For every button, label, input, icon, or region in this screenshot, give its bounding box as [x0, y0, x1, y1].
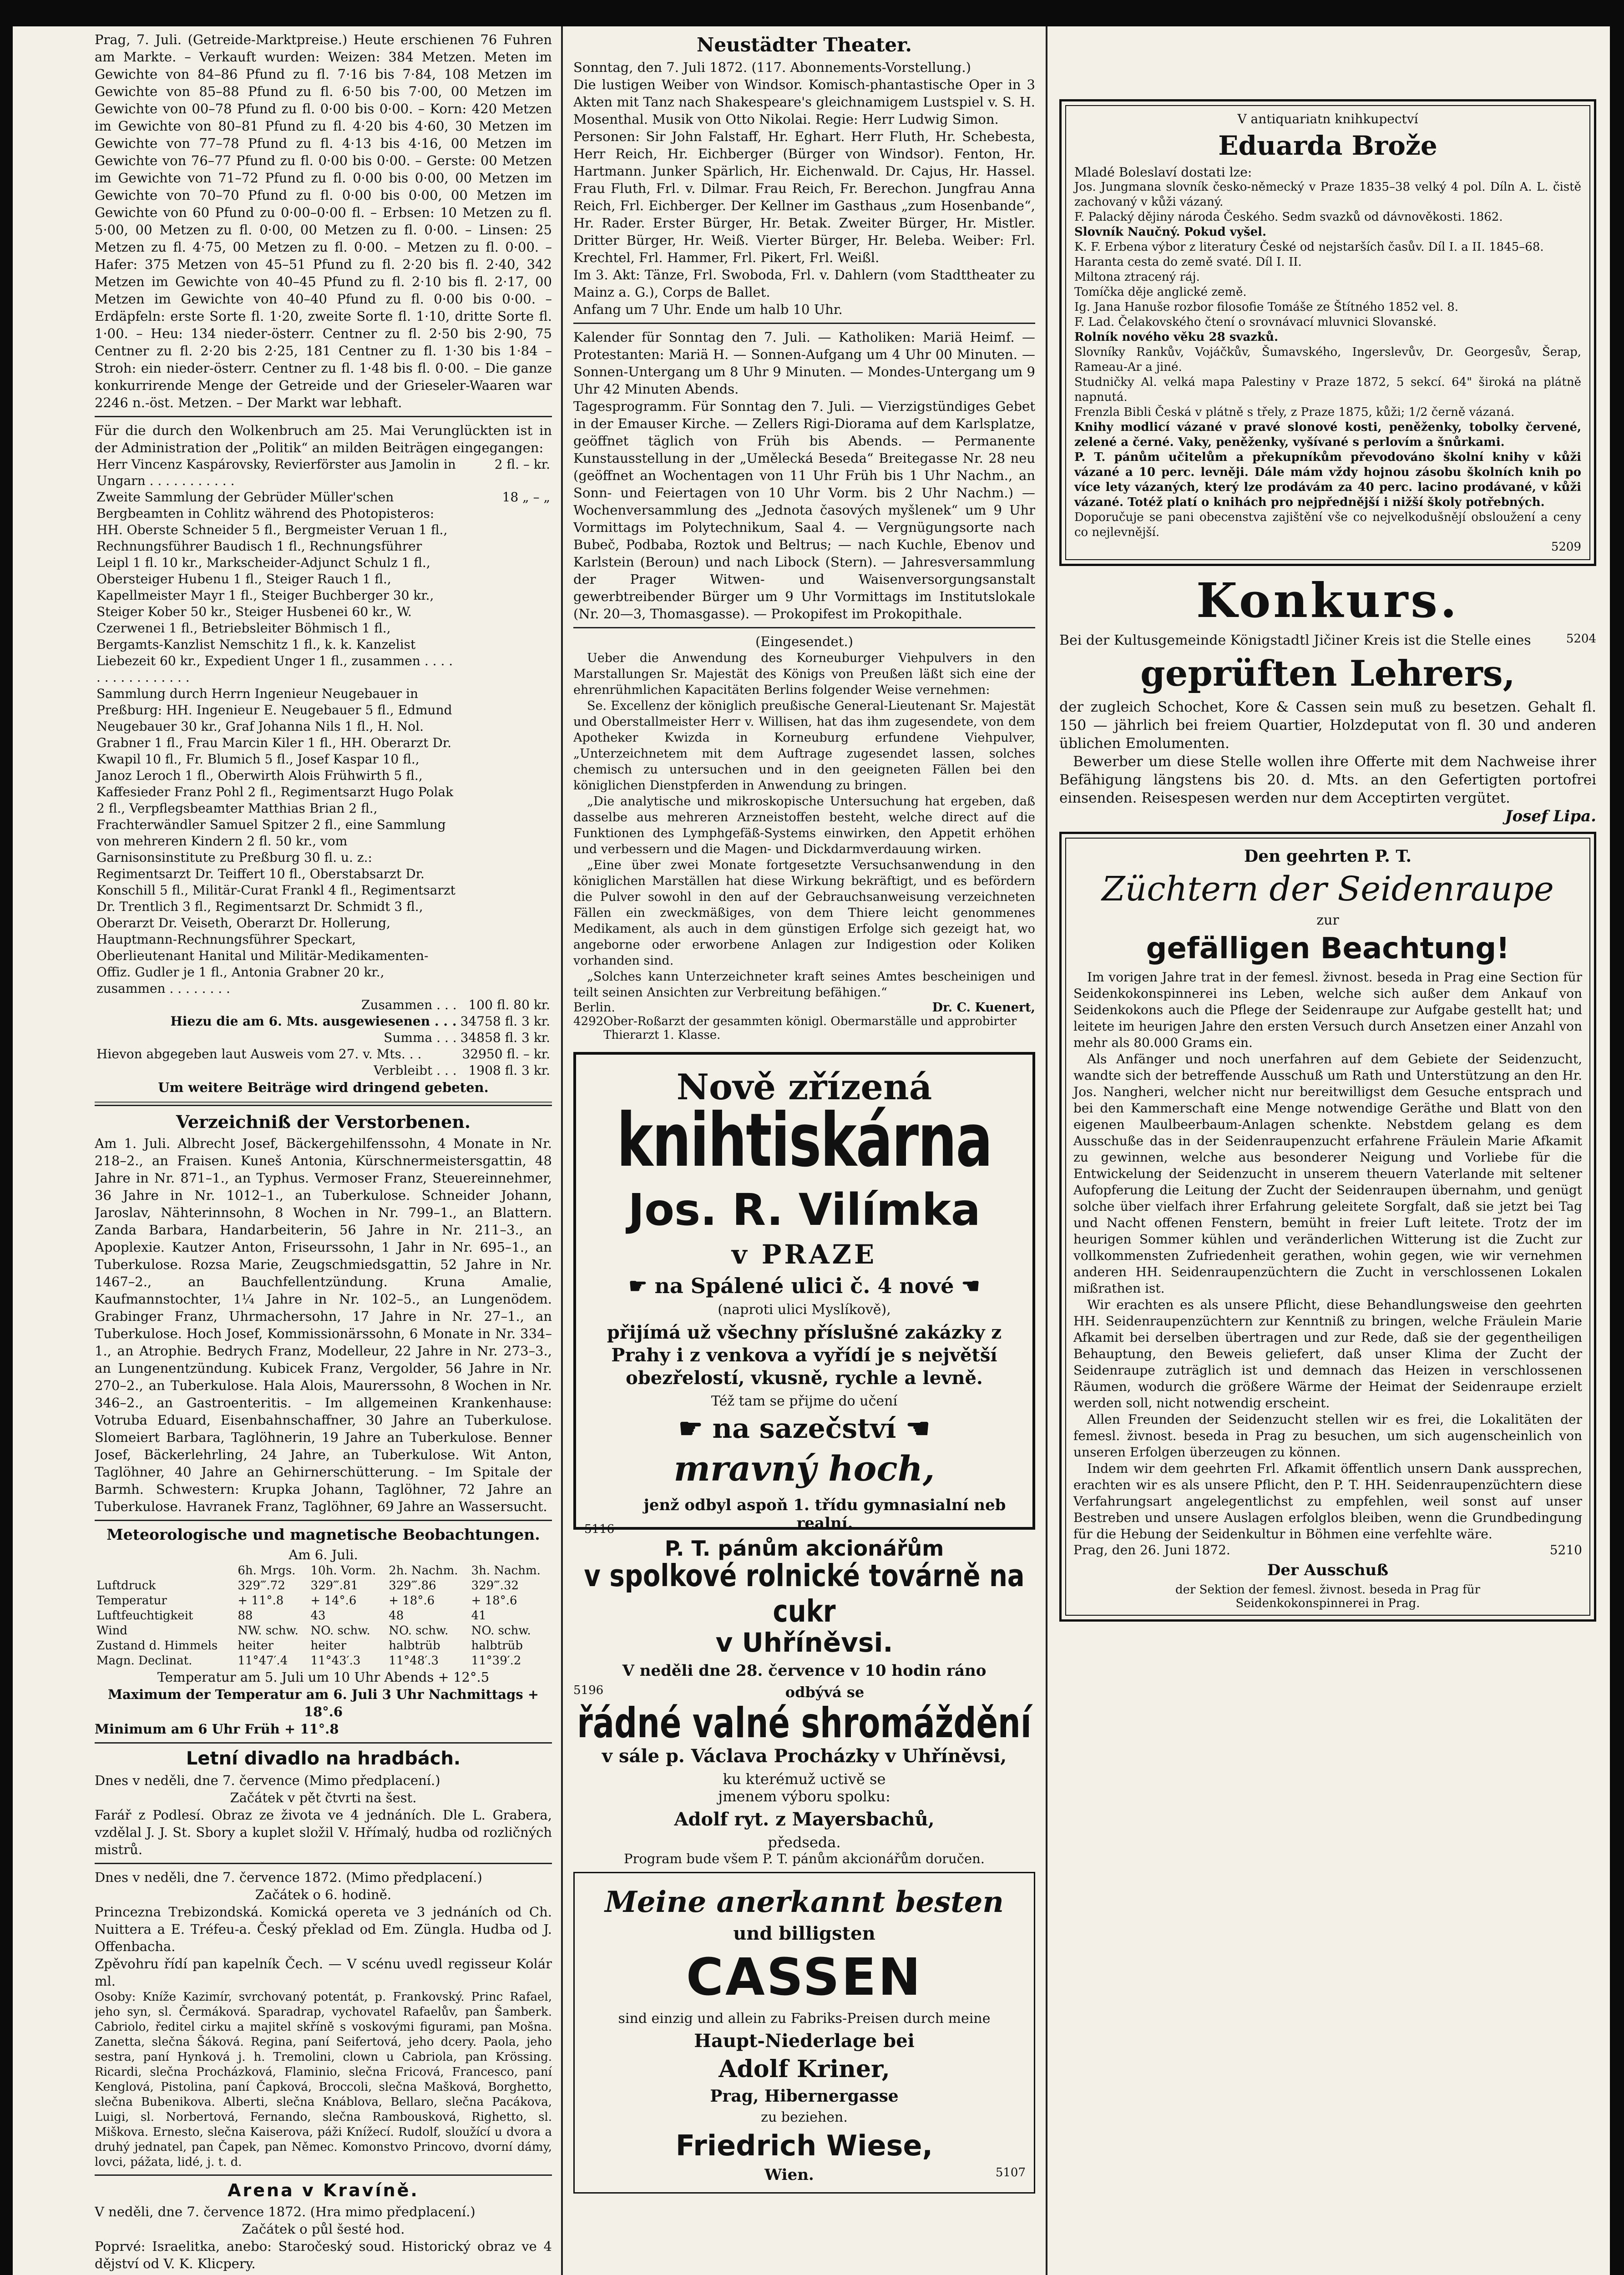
ad-line: Též tam se přijme do učení	[711, 1393, 898, 1409]
market-report: Prag, 7. Juli. (Getreide-Marktpreise.) Heute erschienen 76 Fuhren am Markte. – Verkauft wurden: Weizen: 384 Metzen. Meten im Gewichte von 84–86 Pfund zu fl. 7·16 bis 7·84, 108 Metzen im Gewichte von 85–88 Pfund zu fl. 6·50 bis 7·00, 00 Metzen im Gewichte von 00–78 Pfund zu fl. 0·00 bis 0·00. – Korn: 420 Metzen im Gewichte von 80–81 Pfund zu fl. 4·20 bis 4·60, 30 Metzen im Gewichte von 77–78 Pfund zu fl. 4·13 bis 4·16, 00 Metzen im Gewichte von 76–77 Pfund zu fl. 0·00 bis 0·00. – Gerste: 00 Metzen im Gewichte von 71–72 Pfund zu fl. 0·00 bis 0·00, 00 Metzen im Gewichte von 70–70 Pfund zu fl. 0·00 bis 0·00, 00 Metzen im Gewichte von 60 Pfund zu 0·00–0·00 fl. – Erbsen: 10 Metzen zu fl. 5·00, 00 Metzen zu fl. 0·00, 00 Metzen zu fl. 0·00. – Linsen: 25 Metzen zu fl. 4·75, 00 Metzen zu fl. 0·00. – Metzen zu fl. 0·00. – Hafer: 375 Metzen von 45–51 Pfund zu fl. 2·20 bis fl. 2·40, 342 Metzen im Gewichte von 40–45 Pfund zu fl. 2·10 bis fl. 2·17, 00 Metzen im Gewichte von 40–40 Pfund zu fl. 0·00 bis 0·00. – Erdäpfeln: erste Sorte fl. 1·20, zweite Sorte fl. 1·10, dritte Sorte fl. 1·00. – Heu: 134 nieder-österr. Centner zu fl. 2·50 bis 2·90, 75 Centner zu fl. 2·20 bis 2·25, 181 Centner zu fl. 1·30 bis 1·84 – Stroh: ein nieder-österr. Centner zu fl. 1·48 bis fl. 0·00. – Die ganze konkurrirende Menge der Getreide und der Grieseler-Waaren war 2246 n.-öst. Metzen. – Der Markt war lebhaft.	[95, 32, 552, 410]
theater-title: Neustädter Theater.	[697, 34, 912, 56]
ad-line: v spolkové rolnické továrně na cukr	[584, 1558, 1025, 1629]
ad-line: der Sektion der femesl. živnost. beseda in Prag für	[1175, 1583, 1481, 1597]
ad-line: v PRAZE	[731, 1239, 877, 1270]
theater-line: Die lustigen Weiber von Windsor. Komisch-phantastische Oper in 3 Akten mit Tanz nach Shakespeare's gleichnamigem Lustspiel v. S. H. Mosenthal. Musik von Otto Nikolai. Regie: Herr Ludwig Simon.	[573, 77, 1035, 127]
ad-line: jenž odbyl aspoň 1. třídu gymnasialní neb realní.	[643, 1496, 1006, 1532]
meteo-note: Maximum der Temperatur am 6. Juli 3 Uhr Nachmittags + 18°.6	[107, 1687, 539, 1719]
list-item: Rolník nového věku 28 svazků.	[1074, 330, 1279, 344]
ad-body: přijímá už všechny příslušné zakázky z Prahy i z venkova a vyřídí je s největší obezřelostí, vkusně, rychle a levně.	[607, 1322, 1002, 1389]
printing-house-ad	[573, 1052, 1035, 1536]
ad-line: Mladé Boleslaví dostati lze:	[1074, 165, 1252, 180]
ad-row	[1073, 1542, 1582, 1557]
eingesendet-sign-row	[573, 1015, 1035, 1042]
eingesendet-place: Berlin.	[573, 1001, 615, 1015]
column-left	[95, 31, 552, 2275]
divider	[95, 2174, 552, 2176]
ad-headline: Züchtern der Seidenraupe	[1102, 870, 1554, 909]
ad-line: sind einzig und allein zu Fabriks-Preisen durch meine	[618, 2011, 991, 2027]
silkworm-ad	[1059, 832, 1596, 1622]
table-row: Hievon abgegeben laut Ausweis vom 27. v. Mts. . . 32950 fl. – kr.	[96, 1046, 550, 1062]
calendar-text: Kalender für Sonntag den 7. Juli. — Katholiken: Mariä Heimf. — Protestanten: Mariä H. — Sonnen-Aufgang um 4 Uhr 00 Minuten. — Sonnen-Untergang um 8 Uhr 9 Minuten. — Mondes-Untergang um 9 Uhr 42 Minuten Abends.	[573, 329, 1035, 397]
ad-line: jmenem výboru spolku:	[718, 1788, 890, 1805]
list-item: Slovníky Rankův, Vojáčkův, Šumavského, Ingerslevův, Dr. Georgesův, Šerap, Rameau-Ar a jiné.	[1074, 345, 1581, 374]
ad-line: Prag, Hibernergasse	[710, 2087, 899, 2106]
ad-line: ☛ na sazečství ☚	[678, 1413, 931, 1445]
divider	[573, 627, 1035, 628]
ad-number: 5210	[1549, 1542, 1582, 1557]
table-row: Luftfeuchtigkeit 88 43 48 41	[96, 1609, 486, 1623]
divider	[95, 1742, 552, 1744]
ad-line: V neděli dne 28. července v 10 hodin ráno	[622, 1662, 987, 1680]
table-row: Hiezu die am 6. Mts. ausgewiesenen . . . 34758 fl. 3 kr.	[170, 1014, 550, 1029]
table-row: Wind NW. schw. NO. schw. NO. schw. NO. schw.	[96, 1624, 531, 1638]
ad-line: Adolf ryt. z Mayersbachů,	[674, 1809, 935, 1830]
signature: Josef Lipa.	[1505, 807, 1596, 825]
eingesendet-para: „Solches kann Unterzeichneter kraft seines Amtes bescheinigen und teilt seinen Ansichten zur Verbreitung befähigen.“	[573, 970, 1035, 1000]
hand-pointer-icon: ☚	[896, 1413, 931, 1445]
hand-pointer-icon: ☚	[954, 1274, 980, 1298]
ad-line: P. T. pánům akcionářům	[664, 1536, 944, 1561]
theater-line: Osoby: Kníže Kazimír, svrchovaný potentát, p. Frankovský. Princ Rafael, jeho syn, sl. Čermáková. Sparadrap, vychovatel Rafaelův, pan Šamberk. Cabriolo, ředitel cirku a majitel skříně s voskovými figurami, pan Mošna. Zanetta, slečna Šáková. Regina, paní Seifertová, jeho dcery. Paola, jeho sestra, paní Hynková j. h. Tremolini, clown u Cabriola, pan Krössing. Ricardi, slečna Procházková, Flaminio, slečna Fricová, Francesco, paní Kenglová, Pistolina, paní Čapková, Broccoli, slečna Mašková, Borghetto, slečna Bubenikova. Alberti, slečna Knáblova, Bellaro, slečna Pacákova, Luigi, sl. Norbertová, Fernando, slečna Rambousková, Righetto, sl. Miškova. Ernesto, slečna Kaiserova, páži Knížecí. Rudolf, sloužící u dvora a druhý jednatel, pan Čapek, pan Němec. Komonstvo Princovo, dvorní dámy, lovci, pážata, lidé, j. t. d.	[95, 1990, 552, 2169]
ad-line: Program bude všem P. T. pánům akcionářům doručen.	[623, 1851, 985, 1866]
ad-footer	[584, 1492, 1024, 1536]
ad-headline: geprüften Lehrers,	[1140, 653, 1515, 694]
program-text: Tagesprogramm. Für Sonntag den 7. Juli. — Vierzigstündiges Gebet in der Emauser Kirche. — Zellers Rigi-Diorama auf dem Karlsplatze, geöffnet täglich von Früh bis Abends. — Permanente Kunstausstellung in der „Umělecká Beseda“ Breitegasse Nr. 28 neu (geöffnet an Wochentagen von 11 Uhr Früh bis 1 Uhr Nachm., an Sonn- und Feiertagen von 10 Uhr Vorm. bis 2 Uhr Nachm.) — Wochenversammlung des „Jednota časových myšlenek“ um 9 Uhr Vormittags im Polytechnikum, Saal 4. — Vergnügungsorte nach Bubeč, Podbaba, Roztok und Beltrus; — nach Kuchle, Ebenov und Karlstein (Beroun) und nach Libock (Stern). — Jahresversammlung der Prager Witwen- und Waisenversorgungsanstalt gewerbtreibender Bürger um 9 Uhr Vormittags im Institutslokale (Nr. 20—3, Thomasgasse). — Prokopifest im Prokopithale.	[573, 399, 1035, 622]
letni-title: Letní divadlo na hradbách.	[186, 1748, 461, 1769]
ad-date: Prag, den 26. Juni 1872.	[1073, 1542, 1230, 1557]
divider	[95, 1102, 552, 1106]
ad-line: Haupt-Niederlage bei	[694, 2030, 915, 2052]
list-item: Knihy modlicí vázané v pravé slonové kosti, peněženky, tobolky červené, zelené a černé. Vaky, peněženky, vyšívané s perlovím a šnůrkami.	[1074, 420, 1581, 449]
ad-row	[583, 2166, 1026, 2184]
ad-headline: Konkurs.	[1196, 572, 1460, 628]
ad-number: 4292	[573, 1015, 604, 1028]
ad-line: Wien.	[764, 2166, 814, 2184]
cassen-ad	[573, 1872, 1035, 2194]
ad-line: Seidenkokonspinnerei in Prag.	[1235, 1597, 1420, 1610]
table-row: Zweite Sammlung der Gebrüder Müller'schen Bergbeamten in Cohlitz während des Photopisteros: HH. Oberste Schneider 5 fl., Bergmeister Veruan 1 fl., Rechnungsführer Baudisch 1 fl., Rechnungsführer Leipl 1 fl. 10 kr., Markscheider-Adjunct Schulz 1 fl., Obersteiger Hubenu 1 fl., Steiger Rauch 1 fl., Kapellmeister Mayr 1 fl., Steiger Buchberger 30 kr., Steiger Kober 50 kr., Steiger Husbenei 60 kr., W. Czerwenei 1 fl., Betriebsleiter Böhmisch 1 fl., Bergamts-Kanzlist Nemschitz 1 fl., k. k. Kanzelist Liebezeit 60 kr., Expedient Unger 1 fl., zusammen . . . . . . . . . . . . . . . . 18 „ – „	[96, 490, 550, 685]
ad-line: zu beziehen.	[761, 2109, 848, 2125]
theater-line: Začátek o 6. hodině.	[255, 1887, 392, 1902]
eingesendet-para: „Eine über zwei Monate fortgesetzte Versuchsanwendung in den königlichen Marställen hat diese Wirkung bekräftigt, und es befördern die Pulver sowohl in den auf der Gebrauchsanweisung verzeichneten Fällen ein zweckmäßiges, von dem Thiere leicht genommenes Medikament, als auch in dem günstigen Erfolge sich gezeigt hat, wo angeborne oder erworbene Anlagen zur Indigestion oder Koliken vorhanden sind.	[573, 858, 1035, 968]
hand-pointer-icon: ☛	[628, 1274, 655, 1298]
list-item: Studničky Al. velká mapa Palestiny v Praze 1872, 5 sekcí. 64" široká na plátně napnutá.	[1074, 375, 1581, 404]
hand-pointer-icon: ☛	[678, 1413, 713, 1445]
ad-row	[573, 1684, 1035, 1701]
table-row: Luftdruck 329‴.72 329‴.81 329‴.86 329‴.32	[96, 1579, 519, 1592]
sugar-factory-ad	[573, 1536, 1035, 1866]
ad-body: Indem wir dem geehrten Frl. Afkamit öffentlich unsern Dank aussprechen, erachten wir es als unsere Pflicht, den P. T. HH. Seidenraupenzüchtern diese Verfahrungsart angelegentlichst zu empfehlen, weil sonst auf unser Bestreben und unsere Auslagen erfolglos bleiben, wenn die Grundbedingung für die Hebung der Seidenkultur in Böhmen eine verfehlte wäre.	[1073, 1461, 1582, 1542]
list-item: Jos. Jungmana slovník česko-německý v Praze 1835–38 velký 4 pol. Díln A. L. čistě zachovaný v kůži vázaný.	[1074, 180, 1581, 209]
ad-line: V antiquariatn knihkupectví	[1237, 111, 1418, 126]
list-item: Tomíčka děje anglické země.	[1074, 285, 1247, 299]
letni-line: Začátek v pět čtvrti na šest.	[230, 1790, 417, 1805]
ad-headline: CASSEN	[686, 1948, 923, 2007]
ad-company: Jos. R. Vilímka	[628, 1184, 981, 1235]
column-rule	[1046, 26, 1047, 2275]
list-item: Ig. Jana Hanuše rozbor filosofie Tomáše ze Štítného 1852 vel. 8.	[1074, 300, 1459, 314]
list-item: Frenzla Bibli Česká v plátně s třely, z Praze 1875, kůži; 1/2 černě vázaná.	[1074, 405, 1515, 419]
ad-line: Den geehrten P. T.	[1244, 847, 1412, 866]
signature: Der Ausschuß	[1267, 1561, 1389, 1579]
ad-body: Allen Freunden der Seidenzucht stellen wir es frei, die Lokalitäten der femesl. živnost. beseda in Prag zu besuchen, um sich augenscheinlich von unseren Erfolgen überzeugen zu können.	[1073, 1412, 1582, 1460]
ad-line: ☛ na Spálené ulici č. 4 nové ☚	[628, 1274, 980, 1298]
ad-name: Friedrich Wiese,	[675, 2129, 933, 2162]
arena-title: Arena v Kravíně.	[228, 2180, 419, 2200]
theater-line: Sonntag, den 7. Juli 1872. (117. Abonnements-Vorstellung.)	[573, 60, 971, 75]
meteo-title: Meteorologische und magnetische Beobachtungen.	[106, 1526, 540, 1543]
list-item: F. Palacký dějiny národa Českého. Sedm svazků od dávnověkosti. 1862.	[1074, 210, 1503, 224]
relief-table	[95, 456, 552, 1079]
ad-line: v Uhříněvsi.	[715, 1627, 893, 1658]
ad-headline: knihtiskárna	[617, 1098, 992, 1184]
divider	[95, 1863, 552, 1864]
eingesendet-para: Se. Excellenz der königlich preußische General-Lieutenant Sr. Majestät und Oberstallmeister Herr v. Willisen, hat das ihm zugesendete, von dem Apotheker Kwizda in Korneuburg erfundene Viehpulver, „Unterzeichnetem mit dem Auftrage zugesendet lassen, solches chemisch zu untersuchen und in den geeigneten Fällen bei den königlichen Dienstpferden in Anwendung zu bringen.	[573, 699, 1035, 793]
table-header: 6h. Mrgs. 10h. Vorm. 2h. Nachm. 3h. Nachm.	[238, 1564, 541, 1577]
list-item: P. T. pánům učitelům a překupníkům převodováno školní knihy v kůži vázané a 10 perc. levněji. Dále mám vždy hojnou zásobu školních knih po více lety vázaných, který lze prodávám za 40 perc. lacino prodávané, v kůži vázané. Totéž platí o knihách pro nejpřednější i nižší školy potřebných.	[1074, 450, 1581, 509]
table-row: Temperatur + 11°.8 + 14°.6 + 18°.6 + 18°.6	[96, 1594, 517, 1608]
ad-headline: gefälligen Beachtung!	[1146, 932, 1510, 966]
meteo-note: Minimum am 6 Uhr Früh + 11°.8	[95, 1721, 339, 1737]
relief-intro: Für die durch den Wolkenbruch am 25. Mai Verunglückten ist in der Administration der „Politik“ an milden Beiträgen eingegangen:	[95, 423, 552, 455]
eingesendet-sign-row	[573, 1001, 1035, 1015]
antiquariat-ad	[1059, 99, 1596, 566]
ad-body: Als Anfänger und noch unerfahren auf dem Gebiete der Seidenzucht, wandte sich der betreffende Ausschuß um Rath und Unterstützung an den Hr. Jos. Nangheri, welcher nicht nur bereitwilligst dem Gesuche entsprach und bei den Kammerschaft eine Menge notwendige Geräthe und Blatt von den eigenen Maulbeerbaum-Anlagen schenkte. Nebstdem gelang es dem Ausschuße das in der Seidenraupenzucht erfahrene Fräulein Marie Afkamit zu gewinnen, welche aus besonderer Neigung und Vorliebe für die Entwickelung der Seidenzucht in unserem theuern Vaterlande mit seltener Aufopferung die Leitung der Zucht der Seidenraupen übernahm, und genügt solche über vielfach ihrer Erfahrung geleitete Sorgfalt, daß sie jetzt bei Tag und Nacht offenen Fenstern, bemüht in freier Luft leitete. Trotz der im heurigen Sommer kühlen und veränderlichen Witterung ist die Zucht zur vollkommensten Zufriedenheit gerathen, wohin gegen, wie wir vernehmen anderen HH. Seidenraupenzüchtern die Zucht in verschlossenen Lokalen mißrathen ist.	[1073, 1052, 1582, 1296]
meteo-date: Am 6. Juli.	[288, 1547, 358, 1562]
list-item: Miltona ztracený ráj.	[1074, 270, 1200, 284]
ad-line: Adolf Kriner,	[718, 2055, 890, 2083]
list-item: Doporučuje se pani obecenstva zajištění vše co nejvelkodušnějí obsloužení a ceny co nejlevnější.	[1074, 511, 1581, 539]
ad-line: zur	[1316, 912, 1339, 928]
column-right	[1059, 95, 1596, 2275]
deaths-text: Am 1. Juli. Albrecht Josef, Bäckergehilfenssohn, 4 Monate in Nr. 218–2., an Fraisen. Kuneš Antonia, Kürschnermeistersgattin, 48 Jahre in Nr. 871–1., an Typhus. Vermoser Franz, Steuereinnehmer, 36 Jahre in Nr. 1012–1., an Tuberkulose. Schneider Johann, Jaroslav, Nähterinnsohn, 8 Wochen in Nr. 799–1., an Blattern. Zanda Barbara, Handarbeiterin, 56 Jahre in Nr. 211–3., an Apoplexie. Kautzer Anton, Friseurssohn, 1 Jahr in Nr. 695–1., an Tuberkulose. Rozsa Marie, Zeugschmiedsgattin, 52 Jahre in Nr. 1467–2., an Bauchfellentzündung. Kruna Amalie, Kaufmannstochter, 1¼ Jahre in Nr. 102–5., an Lungenödem. Grabinger Franz, Uhrmachersohn, 17 Jahre in Nr. 27–1., an Tuberkulose. Hoch Josef, Kommissionärssohn, 6 Monate in Nr. 334–1., an Atrophie. Bedrych Franz, Modelleur, 22 Jahre in Nr. 273–3., an Lungenentzündung. Kubicek Franz, Vergolder, 56 Jahre in Nr. 270–2., an Tuberkulose. Hala Alois, Maurerssohn, 8 Wochen in Nr. 346–2., an Gastroenteritis. – Im allgemeinen Krankenhause: Votruba Eduard, Eisenbahnschaffner, 30 Jahre an Tuberkulose. Slomeiert Barbara, Taglöhnerin, 19 Jahre an Tuberkulose. Benner Josef, Bäckerlehrling, 24 Jahre, an Tuberkulose. Wit Anton, Taglöhner, 40 Jahre an Gehirnerschütterung. – Im Spitale der Barmh. Schwestern: Krupka Johann, Taglöhner, 72 Jahre an Tuberkulose. Havranek Franz, Taglöhner, 69 Jahre an Wassersucht.	[95, 1136, 552, 1514]
konkurs-ad	[1059, 572, 1596, 825]
list-item: F. Lad. Čelakovského čtení o srovnávací mluvnici Slovanské.	[1074, 315, 1437, 329]
theater-line: Zpěvohru řídí pan kapelník Čech. — V scénu uvedl regisseur Kolár ml.	[95, 1956, 552, 1989]
meteo-table	[95, 1563, 552, 1668]
meteo-note: Temperatur am 5. Juli um 10 Uhr Abends + 12°.5	[157, 1669, 490, 1685]
arena-line: Začátek o půl šesté hod.	[242, 2221, 405, 2237]
relief-footer: Um weitere Beiträge wird dringend gebeten.	[158, 1080, 489, 1095]
table-row: Summa . . . 34858 fl. 3 kr.	[384, 1030, 550, 1045]
theater-line: Personen: Sir John Falstaff, Hr. Eghart. Herr Fluth, Hr. Schebesta, Herr Reich, Hr. Eichberger (Bürger von Windsor). Fenton, Hr. Hartmann. Junker Spärlich, Hr. Eichenwald. Dr. Cajus, Hr. Hassel. Frau Fluth, Frl. v. Dilmar. Frau Reich, Fr. Berechon. Jungfrau Anna Reich, Frl. Eichberger. Der Kellner im Gasthaus „zum Hosenbande“, Hr. Rader. Erster Bürger, Hr. Betak. Zweiter Bürger, Hr. Mistler. Dritter Bürger, Hr. Weiß. Vierter Bürger, Hr. Beleba. Weiber: Frl. Krechtel, Frl. Hammer, Frl. Pikert, Frl. Weißl.	[573, 129, 1035, 265]
ad-line: v sále p. Václava Procházky v Uhříněvsi,	[602, 1745, 1007, 1767]
column-middle	[573, 31, 1035, 2275]
eingesendet-title: Ober-Roßarzt der gesammten königl. Obermarställe und approbirter Thierarzt 1. Klasse.	[603, 1015, 1017, 1042]
letni-line: Dnes v neděli, dne 7. července (Mimo předplacení.)	[95, 1773, 440, 1788]
letni-line: Farář z Podlesí. Obraz ze života ve 4 jednáních. Dle L. Grabera, vzdělal J. J. St. Sbory a kuplet složil V. Hřímalý, hudba od rozličných mistrů.	[95, 1807, 552, 1857]
ad-line: Bei der Kultusgemeinde Königstadtl Jičiner Kreis ist die Stelle eines	[1059, 632, 1531, 648]
ad-line: odbývá se	[785, 1684, 865, 1701]
ad-line: předseda.	[768, 1834, 841, 1851]
table-row: Verbleibt . . . 1908 fl. 3 kr.	[374, 1063, 550, 1078]
ad-line: Nově zřízená	[676, 1067, 932, 1108]
ad-number: 5107	[995, 2166, 1026, 2179]
table-row: Zustand d. Himmels heiter heiter halbtrüb halbtrüb	[96, 1639, 523, 1653]
ad-headline: řádné valné shromáždění	[577, 1699, 1032, 1748]
table-row: Sammlung durch Herrn Ingenieur Neugebauer in Preßburg: HH. Ingenieur E. Neugebauer 5 fl., Edmund Neugebauer 30 kr., Graf Johanna Nils 1 fl., H. Nol. Grabner 1 fl., Frau Marcin Kiler 1 fl., HH. Oberarzt Dr. Kwapil 10 fl., Fr. Blumich 5 fl., Josef Kaspar 10 fl., Janoz Leroch 1 fl., Oberwirth Alois Frühwirth 5 fl., Kaffesieder Franz Pohl 2 fl., Regimentsarzt Hugo Polak 2 fl., Verpflegsbeamter Matthias Brian 2 fl., Frachterwändler Samuel Spitzer 2 fl., eine Sammlung von mehreren Kindern 2 fl. 50 kr., vom Garnisonsinstitute zu Preßburg 30 fl. u. z.: Regimentsarzt Dr. Teiffert 10 fl., Oberstabsarzt Dr. Konschill 5 fl., Militär-Curat Frankl 4 fl., Regimentsarzt Dr. Trentlich 3 fl., Regimentsarzt Dr. Schmidt 3 fl., Oberarzt Dr. Veiseth, Oberarzt Dr. Hollerung, Hauptmann-Rechnungsführer Speckart, Oberlieutenant Hanital und Militär-Medikamenten-Offiz. Gudler je 1 fl., Antonia Grabner 20 kr., zusammen . . . . . . . .	[96, 686, 455, 996]
ad-line: und billigsten	[733, 1923, 875, 1944]
ad-line: (naproti ulici Myslíkově),	[718, 1302, 891, 1318]
theater-line: Im 3. Akt: Tänze, Frl. Swoboda, Frl. v. Dahlern (vom Stadttheater zu Mainz a. G.), Corps de Ballet.	[573, 267, 1035, 300]
ad-number: 5196	[573, 1684, 604, 1697]
arena-line: V neděli, dne 7. července 1872. (Hra mimo předplacení.)	[95, 2204, 476, 2219]
eingesendet-para: „Die analytische und mikroskopische Untersuchung hat ergeben, daß dasselbe aus mehreren Arzneistoffen besteht, welche direct auf die Funktionen des Lymphgefäß-Systems einwirken, den Appetit erhöhen und verbessern und die Magen- und Dickdarmverdauung wirken.	[573, 794, 1035, 856]
table-row: Herr Vincenz Kaspárovsky, Revierförster aus Jamolin in Ungarn . . . . . . . . . . . 2 fl. – kr.	[96, 457, 550, 488]
eingesendet-label: (Eingesendet.)	[755, 634, 853, 649]
theater-line: Princezna Trebizondská. Komická opereta ve 3 jednáních od Ch. Nuittera a E. Tréfeu-a. Český překlad od Em. Züngla. Hudba od J. Offenbacha.	[95, 1904, 552, 1954]
ad-row	[1059, 632, 1596, 649]
ad-body: Bewerber um diese Stelle wollen ihre Offerte mit dem Nachweise ihrer Befähigung längstens bis 20. d. Mts. an den Gefertigten portofrei einsenden. Reisespesen werden nur dem Acceptirten vergütet.	[1059, 753, 1596, 806]
table-row: Magn. Declinat. 11°47′.4 11°43′.3 11°48′.3 11°39′.2	[96, 1654, 521, 1668]
ad-body: Wir erachten es als unsere Pflicht, diese Behandlungsweise den geehrten HH. Seidenraupenzüchtern zur Kenntniß zu bringen, welche Fräulein Marie Afkamit bei derselben übertragen und zur Rede, daß sie der gegentheiligen Behauptung, den Beweis geliefert, daß unser Klima der Zucht der Seidenraupe zuträglich ist und demnach das Heizen in verschlossenen Räumen, wodurch die größere Wärme der Heimat der Seidenraupe erzielt werden soll, nicht notwendig erscheint.	[1073, 1297, 1582, 1410]
deaths-title: Verzeichniß der Verstorbenen.	[176, 1112, 471, 1132]
ad-number: 5116	[584, 1522, 615, 1536]
theater-line: Dnes v neděli, dne 7. července 1872. (Mimo předplacení.)	[95, 1870, 482, 1885]
theater-line: Anfang um 7 Uhr. Ende um halb 10 Uhr.	[573, 302, 843, 317]
ad-number: 5204	[1566, 632, 1596, 646]
ad-headline: Eduarda Brože	[1218, 130, 1437, 161]
eingesendet-para: Ueber die Anwendung des Korneuburger Viehpulvers in den Marstallungen Sr. Majestät des Königs von Preußen läßt sich eine der ehrenrühmlichen Kapacitäten Berlins folgender Weise vernehmen:	[573, 651, 1035, 697]
ad-number: 5209	[1551, 540, 1581, 554]
divider	[95, 416, 552, 417]
ad-line: mravný hoch,	[673, 1448, 935, 1489]
ad-line: ku kterémuž uctivě se	[723, 1770, 886, 1788]
list-item: Slovník Naučný. Pokud vyšel.	[1074, 225, 1267, 239]
list-item: Haranta cesta do země svaté. Díl I. II.	[1074, 255, 1302, 269]
ad-body: Im vorigen Jahre trat in der femesl. živnost. beseda in Prag eine Section für Seidenkokonspinnerei ins Leben, welche sich außer dem Ankauf von Seidenkokons auch die Pflege der Seidenraupe zur Aufgabe gestellt hat; und leitete im heurigen Jahre den ersten Versuch durch Ansetzen einer Anzahl von mehr als 80.000 Grams ein.	[1073, 970, 1582, 1050]
divider	[573, 323, 1035, 324]
table-row: Zusammen . . . 100 fl. 80 kr.	[361, 997, 550, 1012]
ad-line: Meine anerkannt besten	[605, 1885, 1004, 1919]
list-item: K. F. Erbena výbor z literatury České od nejstarších časův. Díl I. a II. 1845–68.	[1074, 240, 1544, 254]
eingesendet-signer: Dr. C. Kuenert,	[932, 1001, 1035, 1015]
divider	[95, 1520, 552, 1521]
newspaper-page	[13, 26, 1610, 2275]
arena-line: Poprvé: Israelitka, anebo: Staročeský soud. Historický obraz ve 4 dějství od V. K. Klicpery.	[95, 2239, 552, 2271]
ad-body: der zugleich Schochet, Kore & Cassen sein muß zu besetzen. Gehalt fl. 150 — jährlich bei freiem Quartier, Holzdeputat von fl. 30 und anderen üblichen Emolumenten.	[1059, 699, 1596, 752]
column-rule	[561, 26, 563, 2275]
